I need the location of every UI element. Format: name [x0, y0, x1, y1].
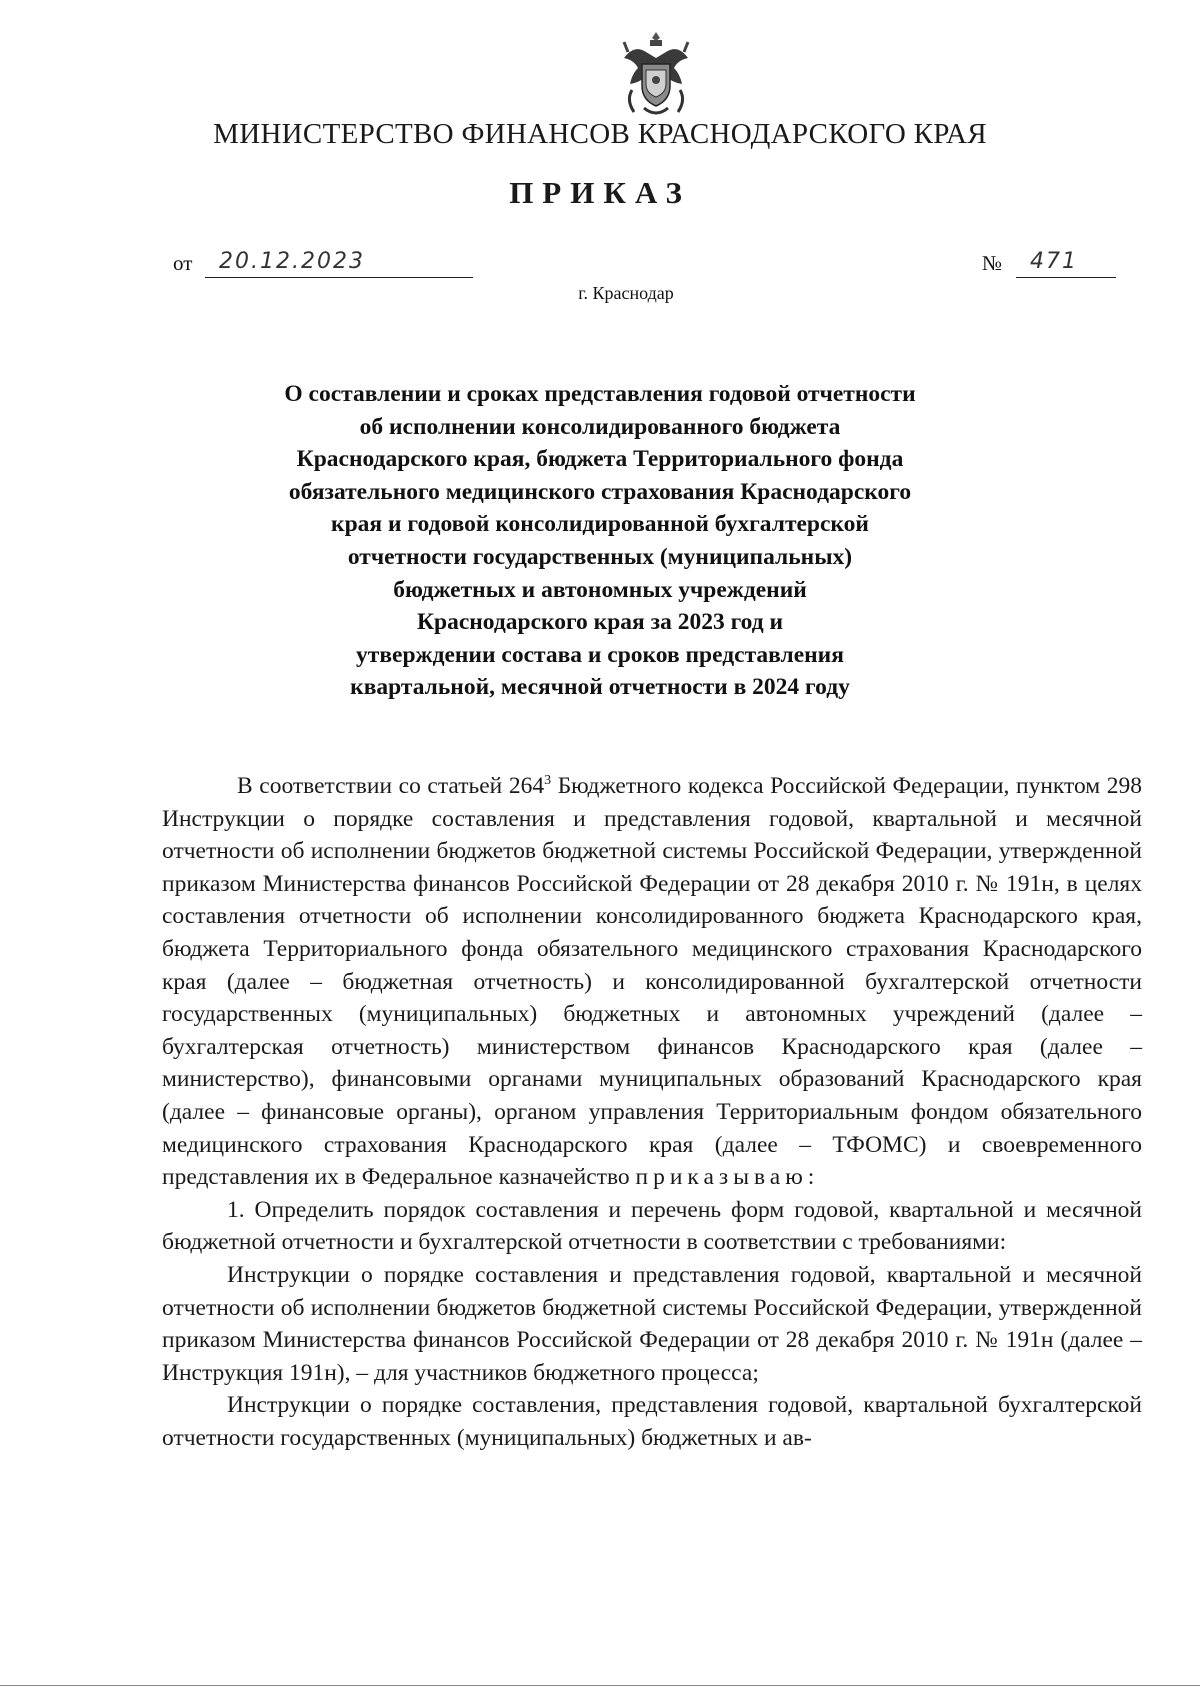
number-field [982, 247, 1132, 287]
document-kind: ПРИКАЗ [509, 175, 691, 210]
title-line: обязательного медицинского страхования Краснодарского [288, 478, 912, 505]
title-line: бюджетных и автономных учреждений [393, 576, 807, 603]
city: г. Краснодар [578, 283, 674, 303]
paragraph-preamble [162, 770, 1142, 1194]
ministry-name: МИНИСТЕРСТВО ФИНАНСОВ КРАСНОДАРСКОГО КРАЯ [213, 118, 987, 150]
number-prefix: № [982, 251, 1003, 275]
paragraph-instruction-191n: Инструкции о порядке составления и представления годовой, квартальной и месячной отчетности об исполнении бюджетов бюджетной системы Российской Федерации, утвержденной приказом Министерства финансов Российской Федерации от 28 декабря 2010 г. № 191н (далее – Инструкция 191н), – для участников бюджетного процесса; [162, 1261, 1142, 1386]
title-line: квартальной, месячной отчетности в 2024 году [350, 674, 850, 701]
title-line: О составлении и сроках представления годовой отчетности [284, 381, 916, 407]
title-line: края и годовой консолидированной бухгалтерской [331, 511, 869, 538]
preamble-text-end: Бюджетного кодекса Российской Федерации, пунктом 298 Инструкции о порядке составления и представления годовой, квартальной и месячной отчетности об исполнении бюджетов бюджетной системы Российской Федерации, утвержденной приказом Министерства финансов Российской Федерации от 28 декабря 2010 г. № 191н, в целях составления отчетности об исполнении консолидированного бюджета Краснодарского края, бюджета Территориального фонда обязательного медицинского страхования Краснодарского края (далее – бюджетная отчетность) и консолидированной бухгалтерской отчетности государственных (муниципальных) бюджетных и автономных учреждений (далее – бухгалтерская отчетность) министерством финансов Краснодарского края (далее – министерство), финансовыми органами муниципальных образований Краснодарского края (далее – финансовые органы), органом управления Территориальным фондом обязательного медицинского страхования Краснодарского края (далее – ТФОМС) и своевременного представления их в Федеральное казначейство [162, 773, 1142, 1191]
page-bottom-rule [0, 1685, 1200, 1686]
number-value: 471 [1030, 249, 1078, 274]
title-line: об исполнении консолидированного бюджета [359, 413, 841, 440]
document-title [200, 378, 1000, 704]
title-line: Краснодарского края за 2023 год и [416, 609, 784, 636]
paragraph-instruction-accounting: Инструкции о порядке составления, представления годовой, квартальной бухгалтерской отчетности государственных (муниципальных) бюджетных и ав- [162, 1392, 1142, 1451]
title-line: Краснодарского края, бюджета Территориального фонда [296, 446, 904, 473]
title-line: отчетности государственных (муниципальных) [347, 543, 853, 570]
order-word: приказываю: [635, 1164, 820, 1191]
date-value: 20.12.2023 [219, 249, 365, 274]
date-field [173, 247, 473, 287]
paragraph-item-1: 1. Определить порядок составления и перечень форм годовой, квартальной и месячной бюджетной отчетности и бухгалтерской отчетности в соответствии с требованиями: [162, 1196, 1142, 1256]
date-underline [205, 277, 473, 278]
date-prefix: от [173, 251, 193, 275]
document-body [162, 770, 1142, 1454]
title-line: утверждении состава и сроков представления [356, 641, 844, 668]
coat-of-arms-icon [614, 28, 698, 122]
preamble-text-start: В соответствии со статьей 264 [237, 773, 545, 799]
number-underline [1016, 277, 1116, 278]
article-superscript: 3 [544, 773, 552, 789]
